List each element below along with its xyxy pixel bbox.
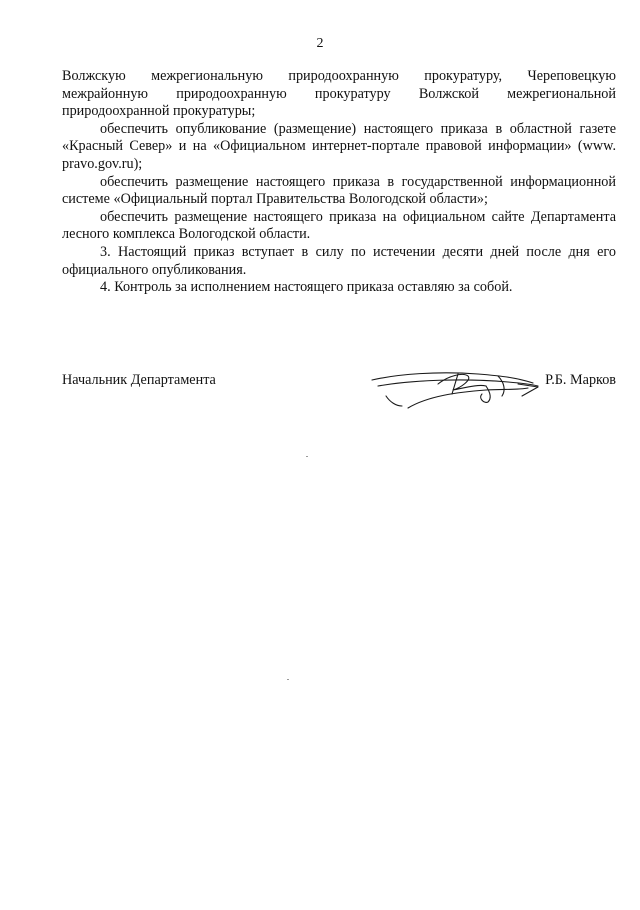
paragraph-prosecutors: Волжскую межрегиональную природоохранную прокуратуру, Череповецкую межрайонную природоохранную прокуратуру Волжской межрегиональной природоохранной прокуратуры; xyxy=(62,68,616,120)
handwritten-signature xyxy=(368,366,548,422)
scan-speck xyxy=(287,679,289,680)
scan-speck xyxy=(306,456,308,457)
signer-title: Начальник Департамента xyxy=(62,372,216,388)
signer-name: Р.Б. Марков xyxy=(545,372,616,388)
clause-4-control: 4. Контроль за исполнением настоящего приказа оставляю за собой. xyxy=(100,279,513,296)
paragraph-department-website: обеспечить размещение настоящего приказа на официальном сайте Департамента лесного комплекса Вологодской области. xyxy=(62,208,616,243)
paragraph-government-portal: обеспечить размещение настоящего приказа в государственной информационной системе «Официальный портал Правительства Вологодской области»; xyxy=(62,173,616,208)
clause-3-entry-into-force: 3. Настоящий приказ вступает в силу по истечении десяти дней после дня его официального опубликования. xyxy=(62,243,616,278)
paragraph-publication-newspaper: обеспечить опубликование (размещение) настоящего приказа в областной газете «Красный Север» и на «Официальном интернет-портале правовой информации» (www. pravo.gov.ru); xyxy=(62,120,616,172)
document-body xyxy=(62,68,616,297)
page-number: 2 xyxy=(316,36,324,51)
signature-block xyxy=(62,366,616,426)
